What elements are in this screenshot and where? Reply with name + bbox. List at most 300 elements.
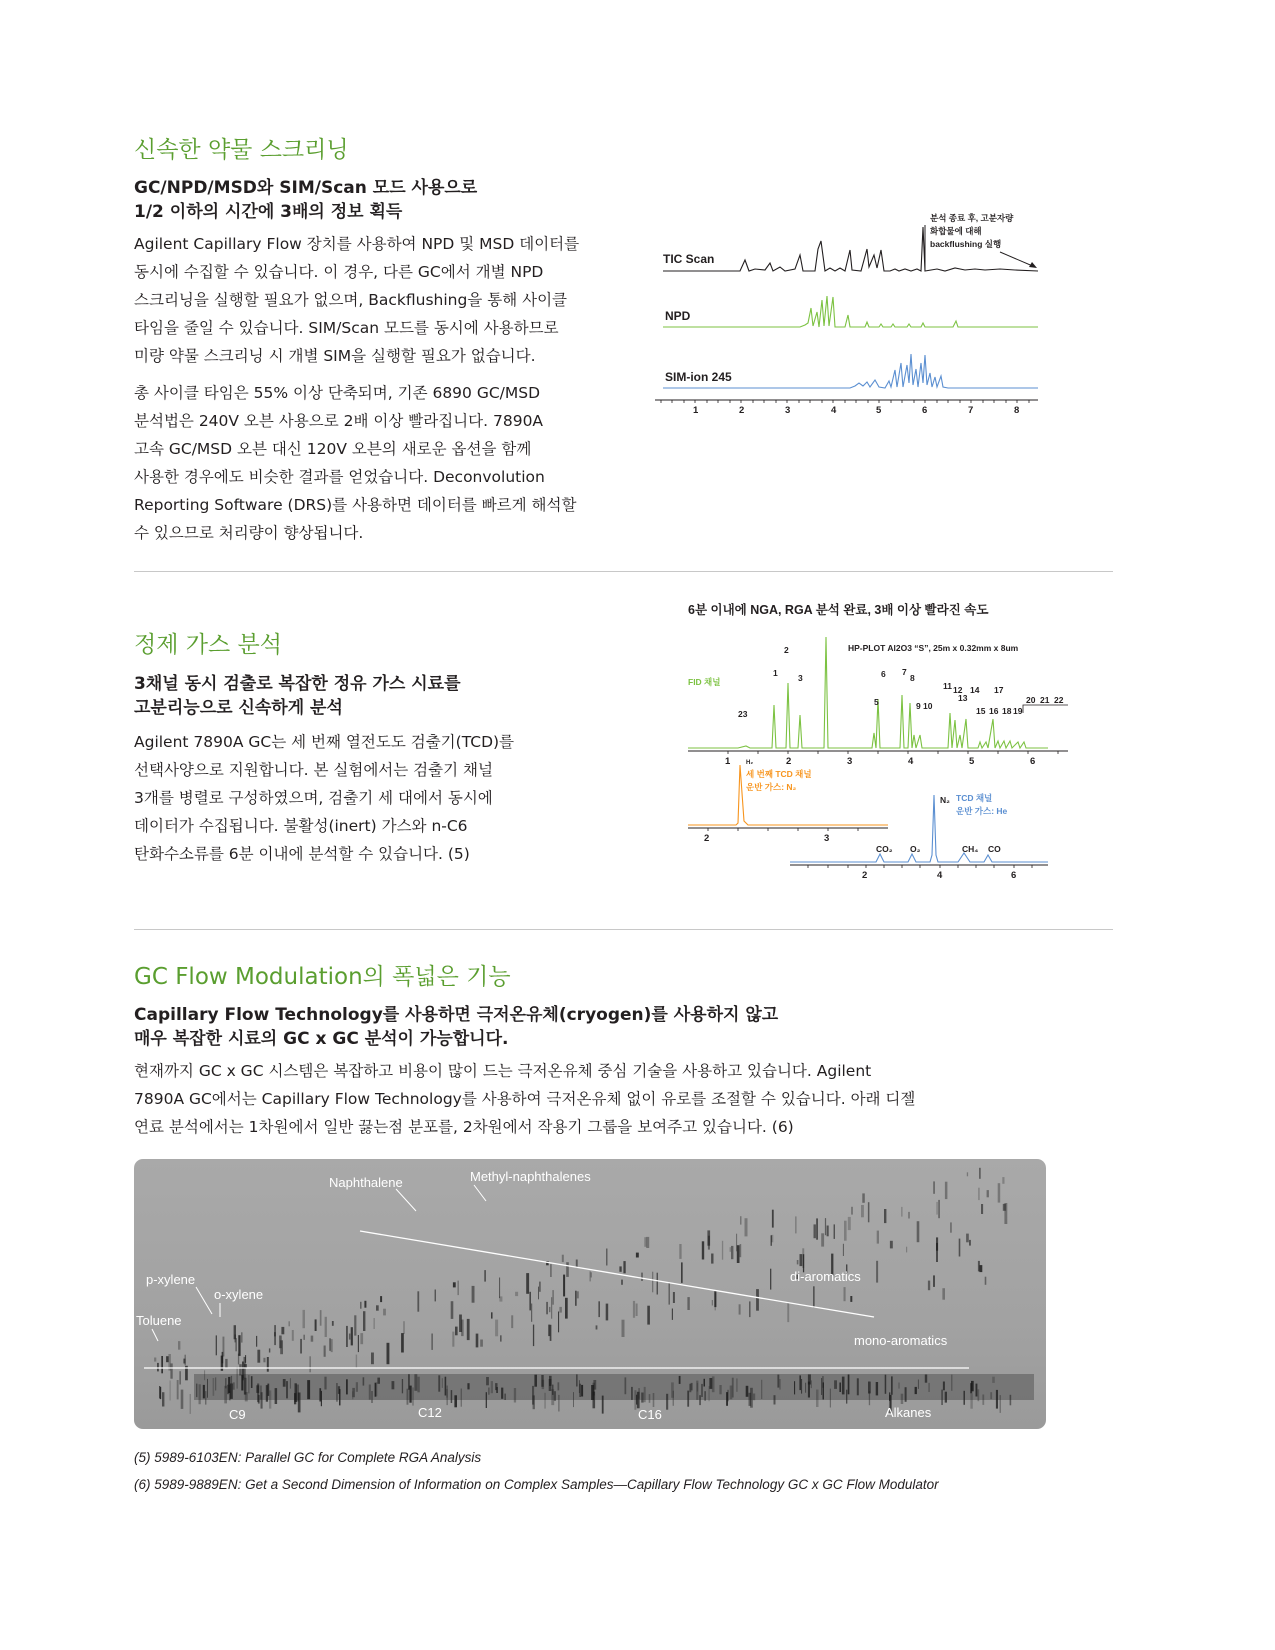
contour-streak	[431, 1334, 433, 1350]
contour-streak	[457, 1281, 459, 1296]
contour-streak	[844, 1221, 847, 1241]
text-line: 탄화수소류를 6분 이내에 분석할 수 있습니다. (5)	[134, 845, 470, 863]
contour-streak	[387, 1343, 390, 1364]
peak-label: O₂	[910, 844, 921, 854]
label-mono-aromatics: mono-aromatics	[854, 1333, 948, 1348]
contour-streak	[375, 1383, 377, 1397]
contour-streak	[753, 1394, 755, 1401]
tcd-carrier-label: 운반 가스: He	[956, 806, 1008, 816]
contour-streak	[225, 1378, 226, 1388]
contour-streak	[511, 1315, 513, 1328]
contour-streak	[351, 1327, 353, 1345]
contour-streak	[933, 1275, 935, 1287]
contour-streak	[704, 1379, 706, 1387]
text-line: 스크리닝을 실행할 필요가 없으며, Backflushing을 통해 사이클	[134, 291, 568, 309]
contour-streak	[625, 1377, 627, 1394]
contour-streak	[730, 1247, 731, 1252]
contour-streak	[649, 1394, 651, 1403]
contour-streak	[559, 1307, 562, 1313]
contour-streak	[241, 1375, 243, 1390]
contour-streak	[967, 1172, 968, 1176]
contour-streak	[641, 1393, 643, 1403]
contour-streak	[827, 1226, 829, 1237]
contour-streak	[644, 1387, 646, 1402]
contour-streak	[349, 1334, 351, 1340]
contour-streak	[289, 1321, 290, 1326]
contour-streak	[1010, 1395, 1012, 1406]
contour-streak	[970, 1393, 972, 1408]
contour-streak	[573, 1392, 574, 1407]
contour-streak	[708, 1236, 710, 1250]
contour-streak	[868, 1381, 869, 1394]
tcd2-channel-label: 세 번째 TCD 채널	[746, 769, 812, 779]
text-line: 7890A GC에서는 Capillary Flow Technology를 사용하여 극저온유체 없이 유로를 조절할 수 있습니다. 아래 디젤	[134, 1090, 916, 1108]
figure-title-rga: 6분 이내에 NGA, RGA 분석 완료, 3배 이상 빨라진 속도	[688, 603, 989, 617]
x-tick: 4	[908, 756, 914, 767]
text-line: 데이터가 수집됩니다. 불활성(inert) 가스와 n-C6	[134, 817, 468, 835]
peak-label: 13	[958, 693, 968, 703]
peak-label: 19	[1013, 706, 1023, 716]
contour-streak	[238, 1354, 239, 1365]
contour-streak	[162, 1392, 164, 1406]
backflush-annotation: 분석 종료 후, 고분자량	[930, 213, 1014, 223]
contour-streak	[352, 1388, 355, 1397]
contour-streak	[238, 1335, 240, 1356]
fid-channel-label: FID 채널	[688, 677, 721, 687]
contour-streak	[563, 1275, 565, 1297]
contour-streak	[292, 1330, 294, 1341]
contour-streak	[749, 1301, 750, 1317]
contour-streak	[987, 1190, 989, 1197]
contour-streak	[876, 1382, 878, 1395]
section-divider	[134, 571, 1113, 572]
section-heading-flow-modulation: GC Flow Modulation의 폭넓은 기능	[134, 964, 511, 990]
x-tick: 2	[862, 870, 868, 881]
contour-streak	[207, 1379, 208, 1398]
contour-streak	[401, 1333, 404, 1352]
contour-streak	[331, 1339, 333, 1352]
contour-streak	[480, 1340, 483, 1347]
subheading-line: Capillary Flow Technology를 사용하면 극저온유체(cryogen)를 사용하지 않고	[134, 1005, 779, 1025]
contour-streak	[689, 1384, 691, 1392]
contour-streak	[950, 1222, 952, 1232]
peak-label: 11	[943, 681, 952, 691]
contour-streak	[526, 1273, 529, 1294]
peak-label: 5	[874, 697, 879, 707]
contour-streak	[205, 1391, 206, 1405]
contour-streak	[234, 1335, 236, 1343]
contour-streak	[539, 1282, 541, 1292]
contour-streak	[461, 1389, 462, 1407]
footnote-6: (6) 5989-9889EN: Get a Second Dimension of Information on Complex Samples—Capillary Flow Technology GC x GC Flow Modulator	[134, 1477, 939, 1492]
contour-streak	[990, 1392, 992, 1399]
subheading-line: 고분리능으로 신속하게 분석	[134, 698, 343, 718]
contour-streak	[799, 1375, 801, 1390]
contour-streak	[909, 1212, 910, 1219]
contour-streak	[979, 1265, 982, 1272]
contour-streak	[839, 1383, 841, 1393]
contour-streak	[245, 1392, 248, 1401]
contour-streak	[644, 1237, 646, 1247]
contour-streak	[241, 1332, 242, 1342]
contour-streak	[679, 1376, 681, 1384]
contour-streak	[800, 1254, 803, 1266]
contour-streak	[857, 1378, 859, 1395]
contour-streak	[750, 1388, 753, 1408]
contour-streak	[315, 1319, 317, 1331]
contour-streak	[639, 1388, 640, 1399]
contour-streak	[918, 1380, 919, 1389]
contour-streak	[905, 1387, 907, 1402]
contour-streak	[936, 1243, 938, 1262]
contour-streak	[486, 1377, 489, 1385]
contour-streak	[794, 1381, 795, 1394]
contour-streak	[279, 1336, 282, 1349]
contour-streak	[417, 1377, 419, 1393]
contour-streak	[213, 1378, 215, 1396]
text-line: 선택사양으로 지원합니다. 본 실험에서는 검출기 채널	[134, 761, 493, 779]
contour-streak	[558, 1382, 560, 1390]
contour-streak	[719, 1385, 721, 1394]
gcxgc-contour-plot	[134, 1159, 1046, 1429]
label-naphthalene: Naphthalene	[329, 1175, 403, 1190]
x-tick: 7	[968, 405, 974, 416]
text-line: Agilent 7890A GC는 세 번째 열전도도 검출기(TCD)를	[134, 733, 515, 751]
contour-streak	[917, 1221, 920, 1242]
contour-streak	[551, 1297, 552, 1319]
contour-streak	[774, 1395, 776, 1404]
contour-streak	[906, 1247, 907, 1253]
contour-streak	[575, 1291, 577, 1306]
contour-streak	[599, 1301, 600, 1317]
contour-streak	[354, 1315, 356, 1335]
contour-streak	[722, 1241, 723, 1260]
text-line: 총 사이클 타임은 55% 이상 단축되며, 기존 6890 GC/MSD	[134, 384, 541, 402]
contour-streak	[380, 1296, 382, 1302]
contour-streak	[552, 1290, 553, 1305]
section-heading-drug-screening: 신속한 약물 스크리닝	[134, 137, 349, 163]
peak-label-h2: H₂	[746, 760, 753, 766]
contour-streak	[531, 1304, 532, 1322]
contour-streak	[467, 1383, 469, 1389]
contour-streak	[705, 1391, 706, 1401]
contour-streak	[392, 1381, 395, 1389]
x-tick: 2	[786, 756, 792, 767]
contour-streak	[514, 1388, 516, 1403]
contour-streak	[891, 1376, 893, 1394]
contour-streak	[606, 1249, 607, 1266]
contour-streak	[269, 1348, 270, 1352]
contour-streak	[451, 1301, 454, 1319]
contour-streak	[581, 1385, 583, 1397]
contour-streak	[739, 1304, 741, 1314]
contour-streak	[606, 1304, 609, 1321]
contour-streak	[938, 1200, 939, 1218]
contour-streak	[476, 1334, 479, 1348]
section1-paragraph-1	[134, 230, 624, 370]
contour-streak	[310, 1356, 311, 1372]
contour-streak	[842, 1377, 845, 1395]
contour-streak	[816, 1390, 819, 1408]
contour-streak	[269, 1390, 271, 1408]
contour-streak	[484, 1270, 486, 1282]
contour-streak	[825, 1218, 826, 1235]
contour-streak	[417, 1291, 419, 1311]
contour-streak	[813, 1286, 815, 1307]
contour-streak	[467, 1319, 470, 1340]
contour-streak	[657, 1273, 658, 1295]
tcd-channel-label: TCD 채널	[956, 793, 993, 803]
contour-streak	[982, 1395, 984, 1405]
contour-streak	[737, 1245, 740, 1263]
text-line: 동시에 수집할 수 있습니다. 이 경우, 다른 GC에서 개별 NPD	[134, 263, 544, 281]
contour-streak	[360, 1302, 361, 1309]
contour-streak	[256, 1336, 257, 1347]
contour-streak	[495, 1320, 498, 1337]
contour-streak	[472, 1286, 475, 1303]
contour-streak	[412, 1387, 414, 1405]
contour-streak	[329, 1338, 331, 1351]
text-line: 수 있으므로 처리량이 향상됩니다.	[134, 524, 364, 542]
contour-streak	[915, 1387, 917, 1394]
peak-label: CO₂	[876, 844, 893, 854]
contour-streak	[998, 1183, 1001, 1202]
contour-streak	[346, 1326, 348, 1347]
x-tick: 6	[922, 405, 928, 416]
contour-streak	[154, 1358, 156, 1362]
label-methyl-naphthalenes: Methyl-naphthalenes	[470, 1169, 591, 1184]
peak-label: 18	[1002, 706, 1012, 716]
contour-streak	[636, 1253, 639, 1258]
contour-streak	[534, 1375, 537, 1387]
contour-streak	[862, 1193, 865, 1202]
contour-streak	[363, 1311, 365, 1331]
contour-streak	[170, 1381, 171, 1401]
contour-streak	[363, 1377, 365, 1385]
contour-streak	[371, 1391, 373, 1403]
contour-streak	[731, 1246, 733, 1259]
contour-streak	[740, 1244, 742, 1257]
contour-streak	[622, 1320, 625, 1337]
contour-streak	[558, 1395, 559, 1412]
chromatogram-figure-rga	[688, 625, 1088, 905]
contour-streak	[699, 1395, 701, 1405]
peak-label: CO	[988, 844, 1001, 854]
contour-streak	[546, 1302, 547, 1314]
contour-streak	[166, 1356, 169, 1362]
contour-streak	[499, 1278, 500, 1299]
contour-streak	[846, 1390, 847, 1404]
contour-streak	[681, 1262, 683, 1283]
contour-streak	[830, 1389, 831, 1408]
peak-label-n2: N₂	[940, 795, 950, 805]
contour-streak	[985, 1277, 987, 1285]
text-line: 분석법은 240V 오븐 사용으로 2배 이상 빨라집니다. 7890A	[134, 412, 544, 430]
text-line: Reporting Software (DRS)를 사용하면 데이터를 빠르게 해석할	[134, 496, 577, 514]
contour-streak	[414, 1374, 417, 1391]
x-tick: 5	[876, 405, 882, 416]
contour-streak	[943, 1382, 945, 1391]
contour-streak	[687, 1297, 689, 1310]
channel-label-tic: TIC Scan	[663, 252, 715, 266]
contour-streak	[771, 1235, 773, 1242]
contour-streak	[304, 1335, 305, 1340]
contour-streak	[942, 1390, 943, 1405]
contour-streak	[274, 1325, 275, 1345]
contour-streak	[996, 1390, 998, 1409]
backflush-annotation: backflushing 실행	[930, 239, 1002, 249]
contour-streak	[311, 1336, 314, 1342]
contour-streak	[981, 1204, 983, 1214]
contour-streak	[787, 1302, 789, 1322]
contour-streak	[861, 1205, 864, 1217]
contour-streak	[231, 1376, 232, 1384]
contour-streak	[307, 1380, 310, 1399]
contour-streak	[641, 1273, 643, 1281]
column-spec: HP-PLOT Al2O3 “S”, 25m x 0.32mm x 8um	[848, 643, 1019, 653]
contour-streak	[199, 1384, 201, 1404]
contour-streak	[263, 1358, 265, 1363]
contour-streak	[808, 1374, 811, 1384]
contour-streak	[797, 1260, 799, 1264]
contour-streak	[486, 1392, 487, 1408]
contour-streak	[452, 1332, 454, 1347]
contour-streak	[814, 1224, 816, 1238]
label-c12: C12	[418, 1405, 442, 1420]
x-tick: 4	[831, 405, 837, 416]
contour-streak	[711, 1254, 713, 1264]
contour-streak	[822, 1376, 823, 1388]
section2-paragraph	[134, 728, 624, 868]
contour-streak	[435, 1290, 436, 1302]
contour-streak	[177, 1380, 179, 1399]
contour-streak	[951, 1375, 953, 1391]
contour-streak	[884, 1209, 886, 1223]
contour-streak	[296, 1385, 299, 1402]
text-line: 고속 GC/MSD 오븐 대신 120V 오븐의 새로운 옵션을 함께	[134, 440, 532, 458]
contour-streak	[300, 1339, 302, 1354]
contour-streak	[336, 1383, 337, 1402]
x-tick: 8	[1014, 405, 1020, 416]
contour-streak	[709, 1378, 712, 1389]
section2-subheading	[134, 672, 614, 720]
contour-streak	[286, 1381, 288, 1398]
contour-streak	[170, 1363, 172, 1378]
contour-streak	[215, 1377, 216, 1390]
x-tick: 3	[785, 405, 791, 416]
subheading-line: 1/2 이하의 시간에 3배의 정보 획득	[134, 202, 403, 222]
contour-streak	[332, 1321, 334, 1326]
label-p-xylene: p-xylene	[146, 1272, 196, 1287]
peak-label: 3	[798, 673, 803, 683]
subheading-line: 매우 복잡한 시료의 GC x GC 분석이 가능합니다.	[134, 1029, 509, 1049]
peak-label: 7	[902, 667, 907, 677]
contour-streak	[196, 1384, 197, 1398]
contour-streak	[549, 1376, 552, 1386]
contour-streak	[821, 1378, 822, 1395]
contour-streak	[319, 1388, 321, 1401]
contour-streak	[589, 1271, 591, 1281]
peak-label: 8	[910, 673, 915, 683]
contour-streak	[159, 1386, 160, 1399]
text-line: 미량 약물 스크리닝 시 개별 SIM을 실행할 필요가 없습니다.	[134, 347, 536, 365]
contour-streak	[225, 1359, 227, 1368]
contour-streak	[848, 1217, 851, 1230]
x-tick: 2	[739, 405, 745, 416]
contour-streak	[673, 1292, 675, 1303]
contour-streak	[709, 1386, 710, 1401]
tcd2-carrier-label: 운반 가스: N₂	[746, 782, 797, 792]
contour-streak	[746, 1386, 749, 1397]
footnote-5: (5) 5989-6103EN: Parallel GC for Complete RGA Analysis	[134, 1450, 482, 1465]
contour-streak	[257, 1350, 260, 1363]
contour-streak	[969, 1240, 971, 1246]
contour-streak	[178, 1341, 180, 1350]
contour-streak	[538, 1287, 539, 1300]
contour-streak	[275, 1388, 278, 1404]
contour-streak	[533, 1395, 535, 1409]
label-alkanes: Alkanes	[885, 1405, 932, 1420]
contour-streak	[712, 1300, 713, 1306]
peak-label: 1	[773, 668, 778, 678]
contour-streak	[647, 1306, 650, 1325]
contour-streak	[566, 1262, 569, 1277]
contour-streak	[377, 1378, 380, 1384]
contour-streak	[779, 1379, 780, 1390]
contour-streak	[251, 1376, 253, 1388]
contour-streak	[945, 1182, 948, 1199]
contour-streak	[267, 1384, 269, 1396]
peak-label: 21	[1040, 695, 1050, 705]
contour-streak	[499, 1296, 502, 1301]
peak-label: 9	[916, 701, 921, 711]
label-toluene: Toluene	[136, 1313, 182, 1328]
contour-streak	[942, 1288, 945, 1300]
contour-streak	[821, 1233, 824, 1246]
contour-streak	[290, 1378, 291, 1388]
contour-streak	[501, 1388, 503, 1399]
contour-streak	[454, 1395, 457, 1407]
contour-streak	[438, 1375, 440, 1391]
contour-streak	[834, 1224, 835, 1239]
contour-streak	[805, 1383, 806, 1393]
contour-streak	[216, 1335, 217, 1355]
contour-streak	[966, 1234, 969, 1243]
contour-streak	[1004, 1203, 1007, 1224]
text-line: 현재까지 GC x GC 시스템은 복잡하고 비용이 많이 드는 극저온유체 중심 기술을 사용하고 있습니다. Agilent	[134, 1062, 872, 1080]
contour-streak	[224, 1386, 227, 1404]
section-heading-refinery-gas: 정제 가스 분석	[134, 632, 282, 658]
contour-streak	[376, 1382, 377, 1396]
peak-label: 17	[994, 685, 1004, 695]
contour-streak	[190, 1394, 191, 1414]
contour-streak	[591, 1385, 594, 1400]
contour-streak	[236, 1367, 238, 1389]
peak-label: 14	[970, 685, 980, 695]
contour-streak	[619, 1266, 621, 1271]
contour-streak	[851, 1207, 853, 1215]
contour-streak	[964, 1391, 965, 1405]
contour-streak	[442, 1378, 443, 1388]
contour-streak	[529, 1292, 531, 1311]
contour-streak	[976, 1384, 978, 1397]
label-o-xylene: o-xylene	[214, 1287, 264, 1302]
contour-streak	[868, 1202, 870, 1222]
contour-streak	[848, 1375, 850, 1395]
contour-streak	[533, 1325, 534, 1347]
peak-label: 2	[784, 645, 789, 655]
contour-streak	[356, 1382, 358, 1392]
